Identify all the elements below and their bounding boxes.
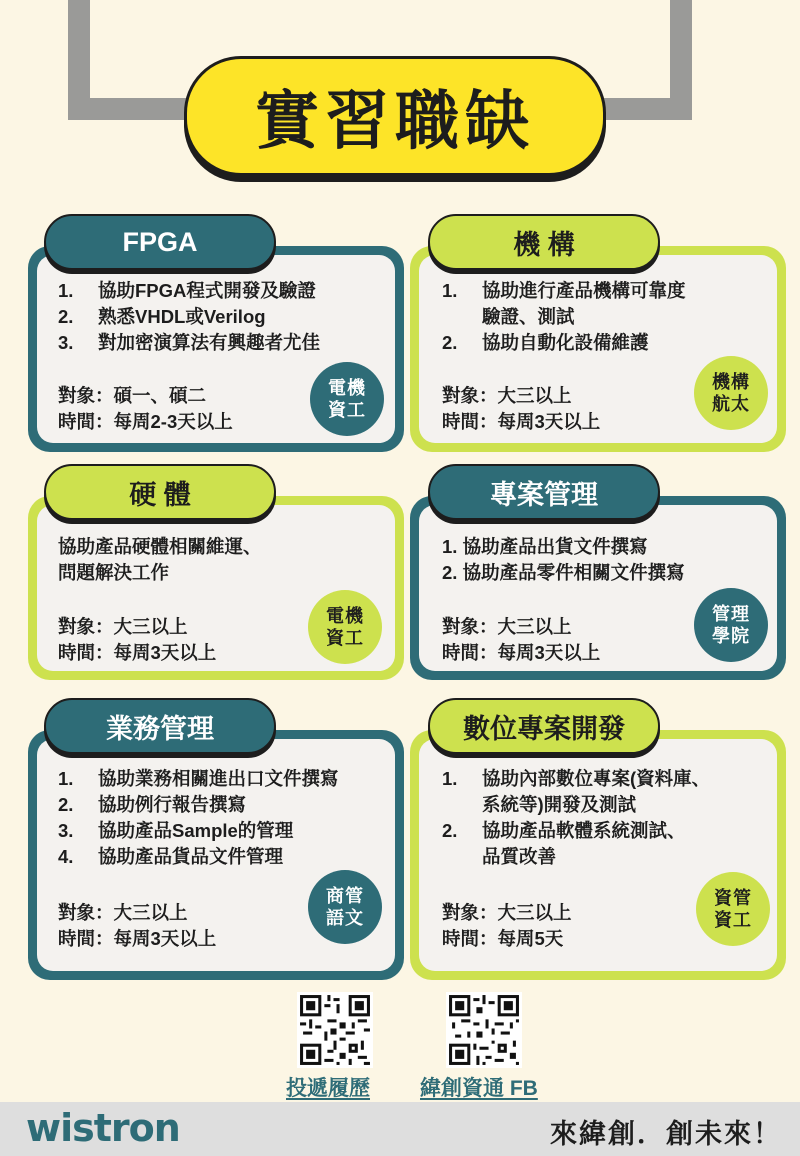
- target-time-mechanism: [442, 383, 600, 435]
- job-label-business-mgmt: 業務管理: [44, 698, 276, 754]
- target-text: 對象：大三以上: [58, 616, 188, 637]
- target-text: 對象：碩一、碩二: [58, 385, 207, 406]
- list-item: 驗證、測試: [482, 306, 575, 327]
- list-item: 1. 協助進行產品機構可靠度: [442, 280, 686, 301]
- target-text: 對象：大三以上: [442, 902, 572, 923]
- duty-list-mechanism: [442, 278, 762, 356]
- time-text: 時間：每周3天以上: [58, 642, 217, 663]
- list-item: 2. 熟悉VHDL或Verilog: [58, 306, 266, 327]
- time-text: 時間：每周2-3天以上: [58, 411, 233, 432]
- list-item: 3. 對加密演算法有興趣者尤佳: [58, 332, 321, 353]
- target-time-business-mgmt: [58, 900, 216, 952]
- fb-link[interactable]: 緯創資通 FB: [420, 1077, 538, 1100]
- qr-code-icon: [297, 992, 373, 1068]
- duty-list-hardware: [58, 534, 378, 586]
- job-label-project-mgmt: 專案管理: [428, 464, 660, 520]
- qr-code-resume[interactable]: [297, 992, 373, 1068]
- job-label-hardware: 硬 體: [44, 464, 276, 520]
- resume-link[interactable]: 投遞履歷: [286, 1077, 370, 1100]
- list-item: 2. 協助產品零件相關文件撰寫: [442, 562, 685, 583]
- duty-list-digital-project: [442, 766, 772, 870]
- time-text: 時間：每周3天以上: [442, 411, 601, 432]
- time-text: 時間：每周3天以上: [442, 642, 601, 663]
- duty-list-fpga: [58, 278, 378, 356]
- list-item: 品質改善: [482, 846, 557, 867]
- footer: [0, 1102, 800, 1156]
- target-text: 對象：大三以上: [58, 902, 188, 923]
- list-item: 1. 協助業務相關進出口文件撰寫: [58, 768, 339, 789]
- target-time-fpga: [58, 383, 233, 435]
- slogan-text: 來緯創．創未來！: [550, 1119, 782, 1149]
- list-item: 4. 協助產品貨品文件管理: [58, 846, 284, 867]
- time-text: 時間：每周3天以上: [58, 928, 217, 949]
- list-item: 3. 協助產品Sample的管理: [58, 820, 294, 841]
- list-item: 1. 協助內部數位專案(資料庫、: [442, 768, 711, 789]
- list-item: 1. 協助產品出貨文件撰寫: [442, 536, 648, 557]
- target-time-hardware: [58, 614, 216, 666]
- list-item: 問題解決工作: [58, 562, 170, 583]
- list-item: 2. 協助自動化設備維護: [442, 332, 649, 353]
- duty-list-business-mgmt: [58, 766, 388, 870]
- job-label-digital-project: 數位專案開發: [428, 698, 660, 754]
- qr-code-fb[interactable]: [446, 992, 522, 1068]
- dept-badge: 機構 航太: [694, 356, 768, 430]
- target-text: 對象：大三以上: [442, 616, 572, 637]
- dept-badge: 管理 學院: [694, 588, 768, 662]
- qr-code-icon: [446, 992, 522, 1068]
- time-text: 時間：每周5天: [442, 928, 564, 949]
- dept-badge: 資管 資工: [696, 872, 770, 946]
- job-label-mechanism: 機 構: [428, 214, 660, 270]
- list-item: 2. 協助產品軟體系統測試、: [442, 820, 686, 841]
- dept-badge: 電機 資工: [308, 590, 382, 664]
- list-item: 1. 協助FPGA程式開發及驗證: [58, 280, 316, 301]
- target-time-project-mgmt: [442, 614, 600, 666]
- dept-badge: 商管 語文: [308, 870, 382, 944]
- job-label-fpga: FPGA: [44, 214, 276, 270]
- duty-list-project-mgmt: [442, 534, 762, 586]
- title-banner: [184, 56, 606, 176]
- list-item: 系統等)開發及測試: [482, 794, 637, 815]
- dept-badge: 電機 資工: [310, 362, 384, 436]
- target-time-digital-project: [442, 900, 572, 952]
- page-title: 實習職缺: [255, 85, 535, 159]
- wistron-logo: wistron: [26, 1106, 180, 1150]
- list-item: 協助產品硬體相關維運、: [58, 536, 262, 557]
- target-text: 對象：大三以上: [442, 385, 572, 406]
- list-item: 2. 協助例行報告撰寫: [58, 794, 247, 815]
